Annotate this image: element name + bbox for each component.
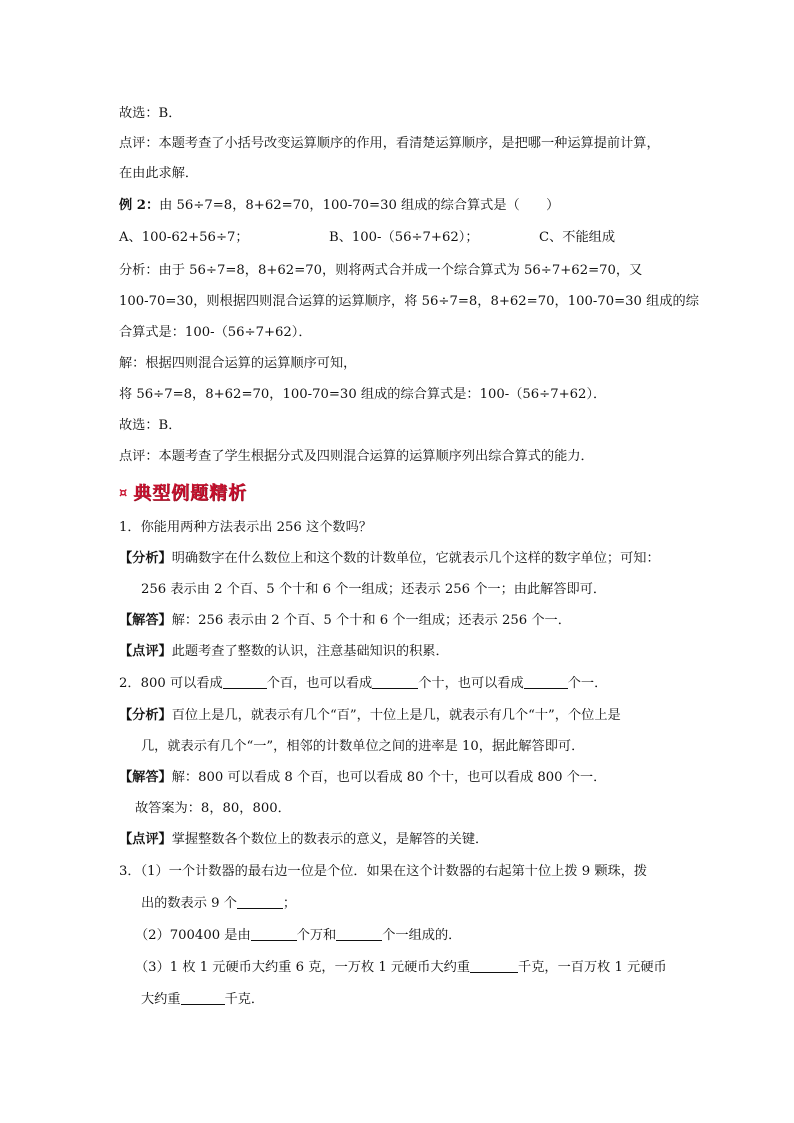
answer-tag: 【解答】 <box>119 770 172 785</box>
comment-line: 点评：本题考查了学生根据分式及四则混合运算的运算顺序列出综合算式的能力． <box>119 449 594 464</box>
comment-line-cont: 在由此求解． <box>119 166 199 181</box>
question-2-answer-values: 故答案为：8，80，800． <box>135 801 291 816</box>
question-2-comment: 【点评】掌握整数各个数位上的数表示的意义，是解答的关键． <box>119 832 489 847</box>
analysis-line: 分析：由于 56÷7=8，8+62=70，则将两式合并成一个综合算式为 56÷7+62=70，又 <box>119 263 643 278</box>
answer-blank[interactable] <box>524 674 568 689</box>
question-3-part-3-cont: 大约重 千克． <box>141 992 265 1007</box>
answer-blank[interactable] <box>251 926 297 941</box>
question-2-answer: 【解答】解：800 可以看成 8 个百，也可以看成 80 个十，也可以看成 800 个一． <box>119 770 607 785</box>
answer-blank[interactable] <box>336 926 382 941</box>
analysis-tag: 【分析】 <box>119 551 172 566</box>
section-heading <box>119 482 247 506</box>
analysis-line: 100-70=30，则根据四则混合运算的运算顺序，将 56÷7=8，8+62=70，100-70=30 组成的综 <box>119 294 699 309</box>
example-label: 例 2： <box>119 198 160 213</box>
section-bullet-icon: ¤ <box>119 486 128 501</box>
option-c: C、不能组成 <box>539 230 616 245</box>
comment-line: 点评：本题考查了小括号改变运算顺序的作用，看清楚运算顺序，是把哪一种运算提前计算， <box>119 136 660 151</box>
answer-blank[interactable] <box>470 958 518 973</box>
question-2-analysis-cont: 几，就表示有几个“一”，相邻的计数单位之间的进率是 10，据此解答即可． <box>141 739 585 754</box>
analysis-line: 合算式是：100-（56÷7+62）． <box>119 325 312 340</box>
answer-tag: 【解答】 <box>119 613 172 628</box>
question-3-part-1: 3．（1）一个计数器的最右边一位是个位．如果在这个计数器的右起第十位上拨 9 颗珠，拨 <box>119 864 648 879</box>
question-1-analysis: 【分析】明确数字在什么数位上和这个数的计数单位，它就表示几个这样的数字单位；可知： <box>119 551 660 566</box>
answer-blank[interactable] <box>237 894 283 909</box>
question-1-analysis-cont: 256 表示由 2 个百、5 个十和 6 个一组成；还表示 256 个一；由此解答即可． <box>141 582 607 597</box>
option-b: B、100-（56÷7+62）； <box>329 230 479 245</box>
answer-line: 故选：B． <box>119 106 182 121</box>
answer-blank[interactable] <box>372 674 418 689</box>
question-3-part-3: （3）1 枚 1 元硬币大约重 6 克，一万枚 1 元硬币大约重 千克，一百万枚 1 元硬币 <box>135 960 667 975</box>
section-title: 典型例题精析 <box>133 483 248 504</box>
question-2-stem: 2．800 可以看成 个百，也可以看成 个十，也可以看成 个一． <box>119 676 608 691</box>
question-1-answer: 【解答】解：256 表示由 2 个百、5 个十和 6 个一组成；还表示 256 个一． <box>119 613 571 628</box>
example-text: 由 56÷7=8，8+62=70，100-70=30 组成的综合算式是（ ） <box>159 198 560 213</box>
comment-tag: 【点评】 <box>119 832 172 847</box>
analysis-tag: 【分析】 <box>119 708 172 723</box>
answer-blank[interactable] <box>223 674 267 689</box>
comment-tag: 【点评】 <box>119 644 172 659</box>
solution-line: 解：根据四则混合运算的运算顺序可知， <box>119 356 357 371</box>
answer-line: 故选：B． <box>119 418 182 433</box>
answer-blank[interactable] <box>181 990 225 1005</box>
question-3-part-1-cont: 出的数表示 9 个 ； <box>141 896 297 911</box>
solution-line: 将 56÷7=8，8+62=70，100-70=30 组成的综合算式是：100-（56÷7+62）． <box>119 387 607 402</box>
question-2-analysis: 【分析】百位上是几，就表示有几个“百”，十位上是几，就表示有几个“十”，个位上是 <box>119 708 621 723</box>
option-a: A、100-62+56÷7； <box>119 230 249 245</box>
question-1-comment: 【点评】此题考查了整数的认识，注意基础知识的积累． <box>119 644 449 659</box>
question-3-part-2: （2）700400 是由 个万和 个一组成的． <box>135 928 462 943</box>
question-1-stem: 1．你能用两种方法表示出 256 这个数吗？ <box>119 520 372 535</box>
example-2-question <box>119 196 682 216</box>
